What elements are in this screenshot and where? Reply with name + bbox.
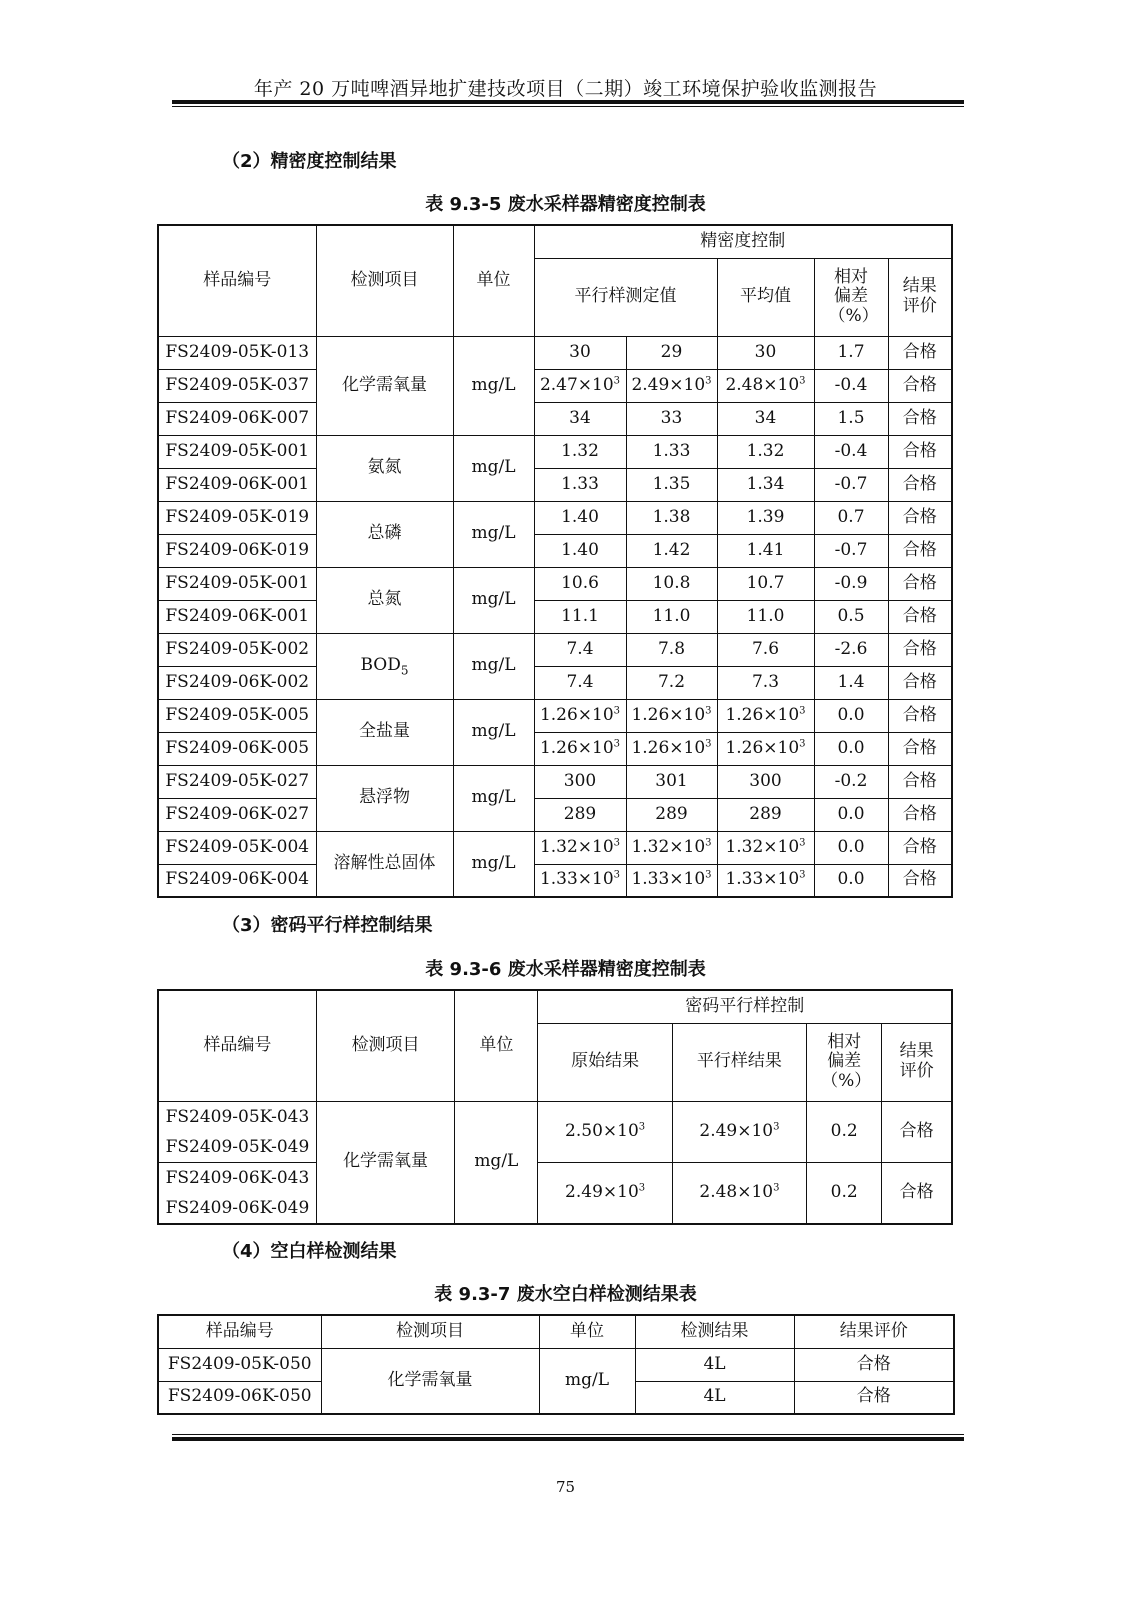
unit-cell: mg/L [453,501,534,567]
sample-id-cell: FS2409-06K-027 [158,798,316,831]
parallel-value-1-cell: 34 [534,402,626,435]
parallel-value-2-cell: 10.8 [626,567,717,600]
sample-id-cell: FS2409-05K-019 [158,501,316,534]
table-row [158,732,952,765]
mean-cell: 289 [717,798,814,831]
parallel-value-1-cell: 300 [534,765,626,798]
parallel-value-2-cell: 1.33 [626,435,717,468]
table-row [158,864,952,897]
header-rule-thick [172,100,964,104]
deviation-cell: -0.2 [814,765,888,798]
evaluation-cell: 合格 [888,336,952,369]
section-heading-blind-parallel: （3）密码平行样控制结果 [222,915,433,936]
parallel-value-2-cell: 7.2 [626,666,717,699]
item-cell: $BOD_5$ [316,633,453,699]
deviation-cell: 1.5 [814,402,888,435]
header-mean: 平均值 [717,258,814,336]
sample-id-cell: FS2409-05K-013 [158,336,316,369]
page-number: 75 [555,1478,576,1496]
header-original: 原始结果 [538,1023,672,1101]
sample-id-cell: FS2409-05K-027 [158,765,316,798]
evaluation-cell: 合格 [888,435,952,468]
mean-cell: $1.26\times 10^3$ [717,732,814,765]
parallel-value-1-cell: $1.26\times 10^3$ [534,699,626,732]
parallel-value-2-cell: 29 [626,336,717,369]
deviation-cell: 1.7 [814,336,888,369]
mean-cell: 30 [717,336,814,369]
table-row [158,501,952,534]
item-cell: 化学需氧量 [316,1101,454,1224]
sample-id-cell [158,1101,316,1162]
header-sample-id: 样品编号 [158,1315,321,1348]
deviation-cell: 0.5 [814,600,888,633]
unit-cell: mg/L [453,633,534,699]
table-row [158,534,952,567]
sample-id-cell: FS2409-06K-002 [158,666,316,699]
sample-id-cell: FS2409-06K-050 [158,1381,321,1414]
deviation-cell: 0.2 [807,1162,882,1224]
original-result-cell: $2.49\times 10^3$ [538,1162,672,1224]
deviation-cell: 0.0 [814,798,888,831]
deviation-cell: 0.2 [807,1101,882,1162]
parallel-value-1-cell: 1.33 [534,468,626,501]
sample-id-cell: FS2409-06K-004 [158,864,316,897]
sample-id-cell: FS2409-06K-001 [158,600,316,633]
header-unit: 单位 [453,225,534,336]
parallel-value-2-cell: 1.42 [626,534,717,567]
header-item: 检测项目 [321,1315,539,1348]
item-cell: 全盐量 [316,699,453,765]
table-row [158,666,952,699]
sample-id-line: FS2409-05K-043 [165,1106,310,1127]
sample-id-cell: FS2409-06K-019 [158,534,316,567]
parallel-value-1-cell: $1.33\times 10^3$ [534,864,626,897]
table-row [158,435,952,468]
item-cell: 化学需氧量 [321,1348,539,1414]
deviation-cell: -2.6 [814,633,888,666]
unit-cell: mg/L [453,567,534,633]
section-heading-blank: （4）空白样检测结果 [222,1241,397,1262]
parallel-value-2-cell: $2.49\times 10^3$ [626,369,717,402]
deviation-cell: -0.4 [814,369,888,402]
mean-cell: 1.34 [717,468,814,501]
sample-id-cell [158,1162,316,1224]
deviation-cell: 0.0 [814,732,888,765]
evaluation-cell: 合格 [888,534,952,567]
unit-cell: mg/L [539,1348,635,1414]
mean-cell: $1.33\times 10^3$ [717,864,814,897]
deviation-cell: 0.0 [814,699,888,732]
item-cell: 氨氮 [316,435,453,501]
parallel-value-2-cell: $1.26\times 10^3$ [626,699,717,732]
header-item: 检测项目 [316,990,454,1101]
evaluation-cell: 合格 [888,765,952,798]
table-row [158,369,952,402]
unit-cell: mg/L [453,699,534,765]
sample-id-cell: FS2409-05K-001 [158,435,316,468]
header-deviation: 相对偏差（%） [814,258,888,336]
parallel-value-1-cell: 10.6 [534,567,626,600]
header-evaluation: 结果评价 [882,1023,952,1101]
parallel-value-1-cell: 1.40 [534,501,626,534]
report-title: 年产 20 万吨啤酒异地扩建技改项目（二期）竣工环境保护验收监测报告 [253,78,878,100]
sample-id-cell: FS2409-05K-002 [158,633,316,666]
table-row [158,633,952,666]
item-cell: 化学需氧量 [316,336,453,435]
parallel-value-2-cell: 289 [626,798,717,831]
evaluation-cell: 合格 [888,732,952,765]
sample-id-cell: FS2409-05K-037 [158,369,316,402]
evaluation-cell: 合格 [888,633,952,666]
table-row [158,1101,952,1162]
mean-cell: 7.6 [717,633,814,666]
evaluation-cell: 合格 [888,831,952,864]
mean-cell: 11.0 [717,600,814,633]
deviation-cell: -0.7 [814,534,888,567]
header-rule-thin [172,106,964,107]
evaluation-cell: 合格 [888,798,952,831]
parallel-value-1-cell: 1.40 [534,534,626,567]
evaluation-cell: 合格 [888,864,952,897]
parallel-value-1-cell: 11.1 [534,600,626,633]
mean-cell: 1.41 [717,534,814,567]
item-cell: 总氮 [316,567,453,633]
unit-cell: mg/L [453,435,534,501]
evaluation-cell: 合格 [882,1101,952,1162]
parallel-value-1-cell: $1.26\times 10^3$ [534,732,626,765]
header-sample-id: 样品编号 [158,225,316,336]
evaluation-cell: 合格 [888,468,952,501]
table-caption-9-3-5: 表 9.3-5 废水采样器精密度控制表 [425,194,706,215]
item-cell: 溶解性总固体 [316,831,453,897]
parallel-value-1-cell: $2.47\times 10^3$ [534,369,626,402]
table-row [158,600,952,633]
parallel-result-cell: $2.49\times 10^3$ [672,1101,806,1162]
parallel-value-2-cell: 1.35 [626,468,717,501]
item-cell: 悬浮物 [316,765,453,831]
precision-control-table [157,224,953,898]
deviation-cell: -0.9 [814,567,888,600]
header-result: 检测结果 [635,1315,794,1348]
mean-cell: 7.3 [717,666,814,699]
table-row [158,699,952,732]
mean-cell: $2.48\times 10^3$ [717,369,814,402]
table-row [158,468,952,501]
mean-cell: 34 [717,402,814,435]
parallel-value-2-cell: 7.8 [626,633,717,666]
table-row [158,1162,952,1224]
sample-id-cell: FS2409-05K-001 [158,567,316,600]
evaluation-cell: 合格 [888,699,952,732]
table-caption-9-3-7: 表 9.3-7 废水空白样检测结果表 [434,1284,697,1305]
result-cell: 4L [635,1381,794,1414]
sample-id-line: FS2409-06K-043 [165,1167,310,1188]
parallel-result-cell: $2.48\times 10^3$ [672,1162,806,1224]
original-result-cell: $2.50\times 10^3$ [538,1101,672,1162]
parallel-value-2-cell: 11.0 [626,600,717,633]
deviation-cell: -0.4 [814,435,888,468]
sample-id-cell: FS2409-05K-005 [158,699,316,732]
blind-parallel-table [157,989,953,1225]
blank-sample-table [157,1314,955,1415]
sample-id-line: FS2409-05K-049 [165,1136,310,1157]
table-row [158,798,952,831]
evaluation-cell: 合格 [882,1162,952,1224]
parallel-value-1-cell: $1.32\times 10^3$ [534,831,626,864]
mean-cell: 1.32 [717,435,814,468]
section-heading-precision: （2）精密度控制结果 [222,151,397,172]
header-unit: 单位 [455,990,538,1101]
sample-id-cell: FS2409-06K-005 [158,732,316,765]
parallel-value-1-cell: 289 [534,798,626,831]
evaluation-cell: 合格 [794,1381,954,1414]
parallel-value-2-cell: 1.38 [626,501,717,534]
table-row [158,831,952,864]
parallel-value-1-cell: 30 [534,336,626,369]
mean-cell: $1.26\times 10^3$ [717,699,814,732]
mean-cell: 300 [717,765,814,798]
parallel-value-1-cell: 7.4 [534,666,626,699]
table-row [158,336,952,369]
sample-id-cell: FS2409-05K-004 [158,831,316,864]
evaluation-cell: 合格 [888,402,952,435]
parallel-value-2-cell: 301 [626,765,717,798]
table-caption-9-3-6: 表 9.3-6 废水采样器精密度控制表 [425,959,706,980]
table-row [158,765,952,798]
header-unit: 单位 [539,1315,635,1348]
parallel-value-1-cell: 7.4 [534,633,626,666]
header-deviation: 相对偏差（%） [807,1023,882,1101]
table-row [158,567,952,600]
deviation-cell: 0.0 [814,864,888,897]
evaluation-cell: 合格 [888,369,952,402]
table-row [158,402,952,435]
deviation-cell: -0.7 [814,468,888,501]
unit-cell: mg/L [453,336,534,435]
parallel-value-2-cell: 33 [626,402,717,435]
header-blind-group: 密码平行样控制 [538,990,952,1023]
unit-cell: mg/L [455,1101,538,1224]
header-evaluation: 结果评价 [794,1315,954,1348]
mean-cell: $1.32\times 10^3$ [717,831,814,864]
mean-cell: 1.39 [717,501,814,534]
evaluation-cell: 合格 [888,501,952,534]
sample-id-cell: FS2409-06K-001 [158,468,316,501]
parallel-value-2-cell: $1.26\times 10^3$ [626,732,717,765]
deviation-cell: 1.4 [814,666,888,699]
deviation-cell: 0.0 [814,831,888,864]
evaluation-cell: 合格 [888,600,952,633]
unit-cell: mg/L [453,831,534,897]
unit-cell: mg/L [453,765,534,831]
header-item: 检测项目 [316,225,453,336]
table-row [158,1348,954,1381]
header-evaluation: 结果评价 [888,258,952,336]
result-cell: 4L [635,1348,794,1381]
header-parallel-values: 平行样测定值 [534,258,717,336]
sample-id-line: FS2409-06K-049 [165,1197,310,1218]
evaluation-cell: 合格 [888,666,952,699]
footer-rule-thin [172,1434,964,1435]
footer-rule-thick [172,1437,964,1441]
sample-id-cell: FS2409-06K-007 [158,402,316,435]
item-cell: 总磷 [316,501,453,567]
header-sample-id: 样品编号 [158,990,316,1101]
parallel-value-2-cell: $1.33\times 10^3$ [626,864,717,897]
mean-cell: 10.7 [717,567,814,600]
evaluation-cell: 合格 [794,1348,954,1381]
parallel-value-1-cell: 1.32 [534,435,626,468]
header-precision-group: 精密度控制 [534,225,952,258]
deviation-cell: 0.7 [814,501,888,534]
sample-id-cell: FS2409-05K-050 [158,1348,321,1381]
evaluation-cell: 合格 [888,567,952,600]
parallel-value-2-cell: $1.32\times 10^3$ [626,831,717,864]
header-parallel-result: 平行样结果 [672,1023,806,1101]
